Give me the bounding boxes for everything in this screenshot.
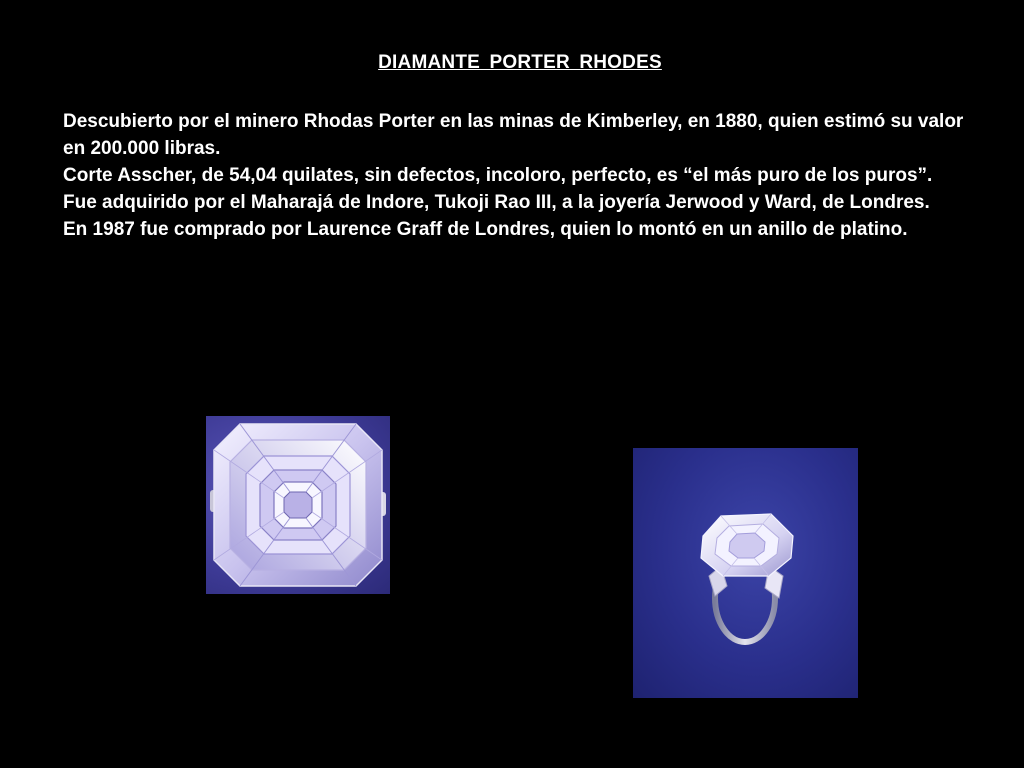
paragraph-cut: Corte Asscher, de 54,04 quilates, sin defectos, incoloro, perfecto, es “el más puro de los puros”. <box>63 165 933 186</box>
diamond-ring-photo <box>633 448 858 698</box>
paragraph-discovery: Descubierto por el minero Rhodas Porter en las minas de Kimberley, en 1880, quien estimó su valor en 200.000 libras. <box>63 111 964 159</box>
paragraph-acquisition: Fue adquirido por el Maharajá de Indore, Tukoji Rao III, a la joyería Jerwood y Ward, de Londres. <box>63 192 930 213</box>
slide-title: DIAMANTE PORTER RHODES <box>378 52 662 73</box>
asscher-diamond-icon <box>206 416 390 594</box>
slide-body <box>63 108 968 243</box>
paragraph-graff: En 1987 fue comprado por Laurence Graff de Londres, quien lo montó en un anillo de platino. <box>63 219 908 240</box>
asscher-cut-diamond-photo <box>206 416 390 594</box>
diamond-ring-icon <box>633 448 858 698</box>
